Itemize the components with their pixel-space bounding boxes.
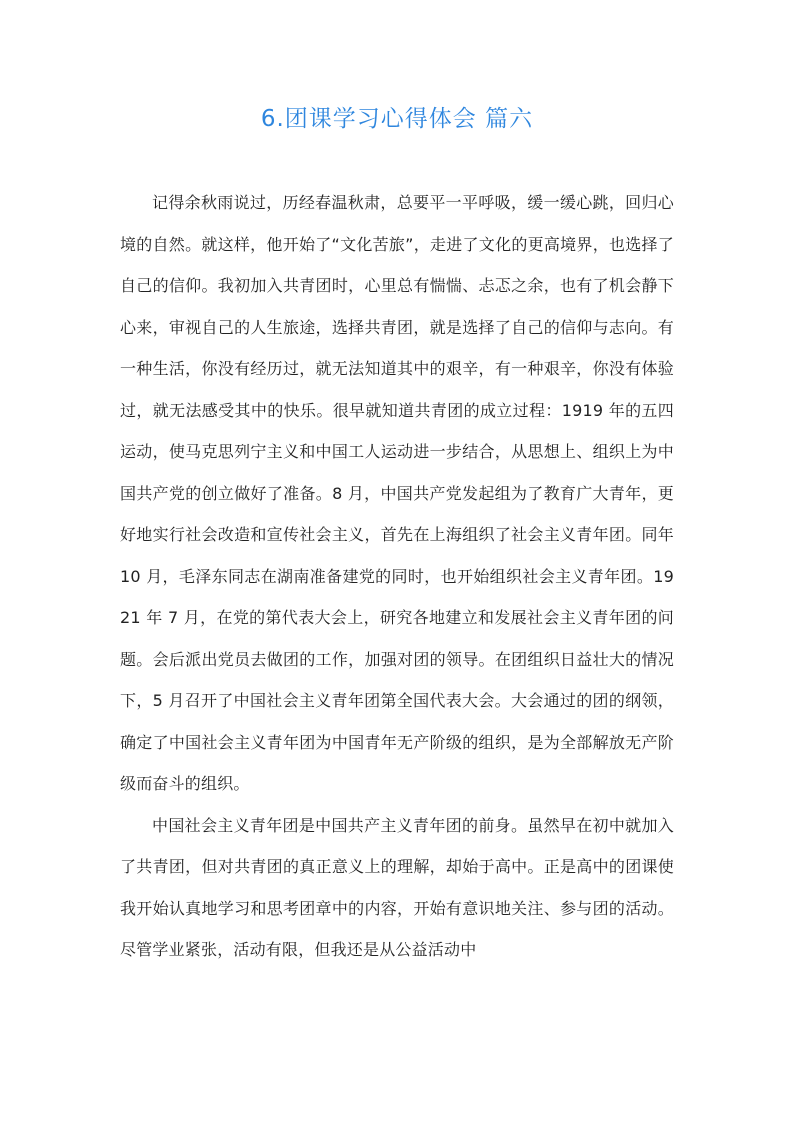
paragraph-2: 中国社会主义青年团是中国共产主义青年团的前身。虽然早在初中就加入了共青团，但对共青团的真正意义上的理解，却始于高中。正是高中的团课使我开始认真地学习和思考团章中的内容，开始有意识地关注、参与团的活动。尽管学业紧张，活动有限，但我还是从公益活动中 <box>120 815 674 959</box>
document-body <box>120 182 674 971</box>
paragraph-1: 记得余秋雨说过，历经春温秋肃，总要平一平呼吸，缓一缓心跳，回归心境的自然。就这样，他开始了“文化苦旅”，走进了文化的更高境界，也选择了自己的信仰。我初加入共青团时，心里总有惴惴、忐忑之余，也有了机会静下心来，审视自己的人生旅途，选择共青团，就是选择了自己的信仰与志向。有一种生活，你没有经历过，就无法知道其中的艰辛，有一种艰辛，你没有体验过，就无法感受其中的快乐。很早就知道共青团的成立过程：1919 年的五四运动，使马克思列宁主义和中国工人运动进一步结合，从思想上、组织上为中国共产党的创立做好了准备。8 月，中国共产党发起组为了教育广大青年，更好地实行社会改造和宣传社会主义，首先在上海组织了社会主义青年团。同年 10 月，毛泽东同志在湖南准备建党的同时，也开始组织社会主义青年团。1921 年 7 月，在党的第代表大会上，研究各地建立和发展社会主义青年团的问题。会后派出党员去做团的工作，加强对团的领导。在团组织日益壮大的情况下，5 月召开了中国社会主义青年团第全国代表大会。大会通过的团的纲领，确定了中国社会主义青年团为中国青年无产阶级的组织，是为全部解放无产阶级而奋斗的组织。 <box>120 193 674 793</box>
document-title: 6.团课学习心得体会 篇六 <box>260 106 534 132</box>
